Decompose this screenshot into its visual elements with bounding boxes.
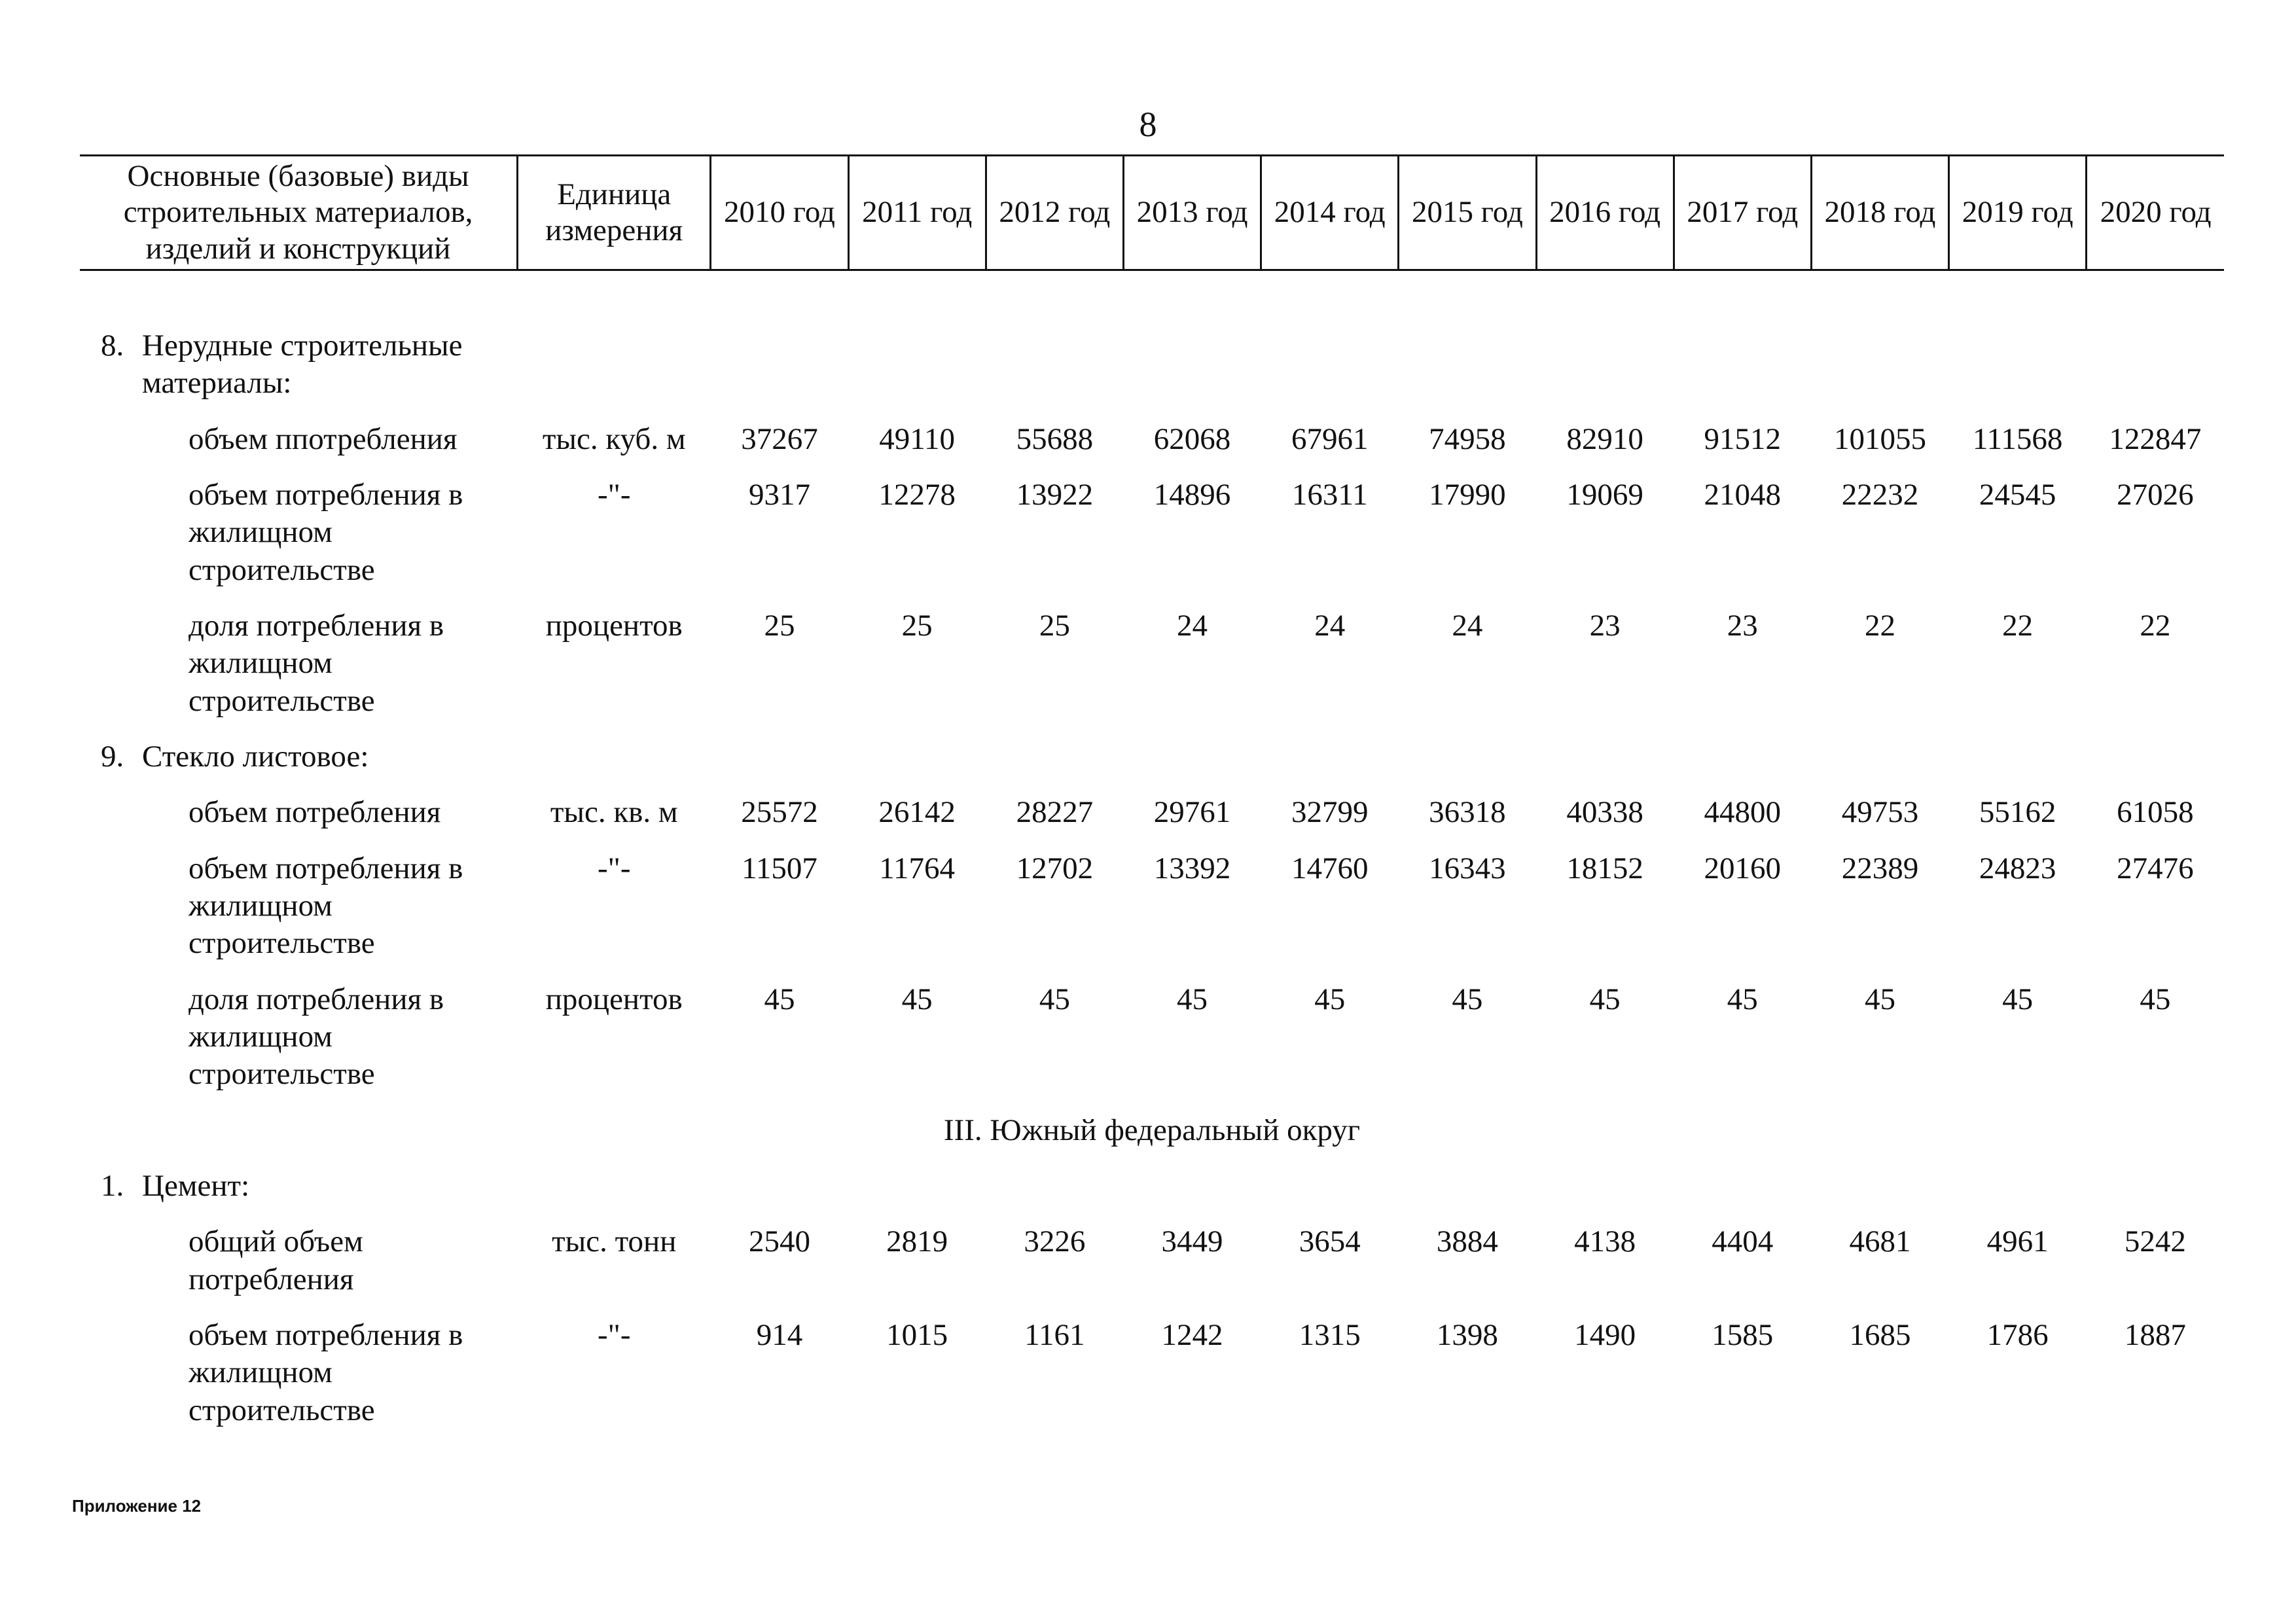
value-cell: 61058 [2117, 795, 2194, 830]
consumption-table [80, 154, 2224, 1441]
value-cell: 5242 [2124, 1224, 2186, 1259]
value-cell: 28227 [1016, 795, 1094, 830]
unit-cell: -"- [597, 477, 631, 512]
value-cell: 24545 [1979, 477, 2056, 512]
value-cell: 1585 [1712, 1317, 1774, 1352]
value-cell: 74958 [1429, 421, 1506, 456]
value-cell: 25 [901, 608, 933, 643]
value-cell: 37267 [741, 421, 818, 456]
unit-cell: тыс. тонн [552, 1224, 677, 1259]
value-cell: 11764 [879, 851, 956, 885]
indicator-label: объем потребления в жилищном строительстве [188, 851, 463, 961]
header-year: 2016 год [1536, 156, 1674, 270]
value-cell: 122847 [2109, 421, 2202, 456]
value-cell: 1315 [1299, 1317, 1361, 1352]
value-cell: 24 [1177, 608, 1208, 643]
value-cell: 19069 [1566, 477, 1643, 512]
value-cell: 3654 [1299, 1224, 1361, 1259]
value-cell: 55162 [1979, 795, 2056, 830]
value-cell: 24823 [1979, 851, 2056, 885]
category-number: 1. [101, 1168, 124, 1203]
value-cell: 12278 [878, 477, 956, 512]
value-cell: 1685 [1849, 1317, 1911, 1352]
value-cell: 23 [1589, 608, 1621, 643]
value-cell: 26142 [878, 795, 956, 830]
value-cell: 11507 [742, 851, 817, 885]
table-row [80, 974, 2224, 1105]
indicator-label: объем потребления [188, 795, 441, 830]
unit-cell: процентов [545, 608, 683, 643]
category-name: Стекло листовое: [142, 739, 369, 774]
value-cell: 82910 [1566, 421, 1643, 456]
value-cell: 1398 [1436, 1317, 1498, 1352]
category-row [80, 321, 2224, 414]
value-cell: 20160 [1704, 851, 1782, 885]
unit-cell: тыс. куб. м [542, 421, 686, 456]
table-row [80, 470, 2224, 601]
header-year: 2019 год [1949, 156, 2087, 270]
value-cell: 45 [901, 982, 933, 1016]
value-cell: 91512 [1704, 421, 1782, 456]
value-cell: 2540 [748, 1224, 810, 1259]
value-cell: 1786 [1986, 1317, 2049, 1352]
value-cell: 25 [1039, 608, 1070, 643]
value-cell: 22389 [1841, 851, 1919, 885]
header-unit: Единица измерения [518, 156, 711, 270]
indicator-label: общий объем потребления [188, 1224, 363, 1296]
value-cell: 24 [1452, 608, 1483, 643]
table-header-row [80, 156, 2224, 270]
indicator-label: объем ппотребления [188, 421, 457, 456]
header-year: 2018 год [1811, 156, 1948, 270]
value-cell: 4681 [1849, 1224, 1911, 1259]
value-cell: 4961 [1986, 1224, 2049, 1259]
appendix-note: Приложение 12 [72, 1496, 202, 1516]
district-heading-row [80, 1105, 2224, 1161]
category-number: 8. [101, 329, 124, 363]
value-cell: 16343 [1429, 851, 1506, 885]
value-cell: 22232 [1841, 477, 1919, 512]
value-cell: 914 [756, 1317, 803, 1352]
value-cell: 22 [2140, 608, 2171, 643]
value-cell: 40338 [1566, 795, 1643, 830]
value-cell: 2819 [886, 1224, 948, 1259]
category-name: Нерудные строительные материалы: [142, 329, 463, 401]
value-cell: 111568 [1972, 421, 2063, 456]
unit-cell: тыс. кв. м [550, 795, 678, 830]
value-cell: 45 [1452, 982, 1483, 1016]
value-cell: 45 [1727, 982, 1758, 1016]
table-row [80, 1310, 2224, 1441]
unit-cell: -"- [597, 1317, 631, 1352]
header-year: 2017 год [1674, 156, 1811, 270]
table-body [80, 270, 2224, 1441]
value-cell: 18152 [1566, 851, 1643, 885]
header-materials: Основные (базовые) виды строительных материалов, изделий и конструкций [80, 156, 518, 270]
value-cell: 3226 [1024, 1224, 1086, 1259]
value-cell: 17990 [1429, 477, 1506, 512]
value-cell: 45 [2140, 982, 2171, 1016]
value-cell: 29761 [1153, 795, 1231, 830]
header-year: 2020 год [2087, 156, 2224, 270]
value-cell: 22 [1864, 608, 1895, 643]
value-cell: 49753 [1841, 795, 1919, 830]
header-year: 2012 год [986, 156, 1123, 270]
value-cell: 27476 [2117, 851, 2194, 885]
value-cell: 1161 [1024, 1317, 1085, 1352]
value-cell: 1887 [2124, 1317, 2186, 1352]
category-name: Цемент: [142, 1168, 250, 1203]
category-row [80, 1161, 2224, 1217]
indicator-label: доля потребления в жилищном строительстве [188, 608, 444, 718]
category-row [80, 732, 2224, 787]
value-cell: 1490 [1574, 1317, 1636, 1352]
value-cell: 13922 [1016, 477, 1094, 512]
value-cell: 1015 [886, 1317, 948, 1352]
indicator-label: объем потребления в жилищном строительстве [188, 477, 463, 587]
value-cell: 1242 [1161, 1317, 1223, 1352]
value-cell: 49110 [879, 421, 956, 456]
district-heading: III. Южный федеральный округ [943, 1113, 1361, 1147]
unit-cell: процентов [545, 982, 683, 1016]
header-year: 2010 год [711, 156, 848, 270]
value-cell: 45 [1314, 982, 1346, 1016]
category-number: 9. [101, 739, 124, 774]
value-cell: 25572 [741, 795, 818, 830]
value-cell: 14896 [1153, 477, 1231, 512]
header-year: 2013 год [1123, 156, 1261, 270]
table-row [80, 787, 2224, 843]
value-cell: 45 [2002, 982, 2034, 1016]
page-number: 8 [1139, 105, 1157, 144]
value-cell: 23 [1727, 608, 1758, 643]
value-cell: 32799 [1291, 795, 1369, 830]
value-cell: 9317 [748, 477, 810, 512]
value-cell: 21048 [1704, 477, 1782, 512]
value-cell: 3884 [1436, 1224, 1498, 1259]
table-row [80, 1217, 2224, 1310]
header-year: 2011 год [848, 156, 986, 270]
value-cell: 45 [1039, 982, 1070, 1016]
unit-cell: -"- [597, 851, 631, 885]
value-cell: 67961 [1291, 421, 1369, 456]
value-cell: 36318 [1429, 795, 1506, 830]
value-cell: 55688 [1016, 421, 1094, 456]
value-cell: 3449 [1161, 1224, 1223, 1259]
value-cell: 101055 [1833, 421, 1926, 456]
value-cell: 45 [1589, 982, 1621, 1016]
table-row [80, 414, 2224, 470]
value-cell: 14760 [1291, 851, 1369, 885]
table-row [80, 844, 2224, 974]
indicator-label: объем потребления в жилищном строительстве [188, 1317, 463, 1427]
value-cell: 16311 [1291, 477, 1368, 512]
value-cell: 27026 [2117, 477, 2194, 512]
value-cell: 25 [764, 608, 795, 643]
value-cell: 4138 [1574, 1224, 1636, 1259]
table-row [80, 601, 2224, 732]
value-cell: 45 [1177, 982, 1208, 1016]
value-cell: 44800 [1704, 795, 1782, 830]
value-cell: 62068 [1153, 421, 1231, 456]
indicator-label: доля потребления в жилищном строительстве [188, 982, 444, 1092]
header-year: 2014 год [1261, 156, 1399, 270]
value-cell: 22 [2002, 608, 2034, 643]
value-cell: 24 [1314, 608, 1346, 643]
value-cell: 12702 [1016, 851, 1094, 885]
header-year: 2015 год [1399, 156, 1536, 270]
value-cell: 45 [764, 982, 795, 1016]
value-cell: 13392 [1153, 851, 1231, 885]
value-cell: 45 [1864, 982, 1895, 1016]
value-cell: 4404 [1712, 1224, 1774, 1259]
spacer-row [80, 270, 2224, 321]
